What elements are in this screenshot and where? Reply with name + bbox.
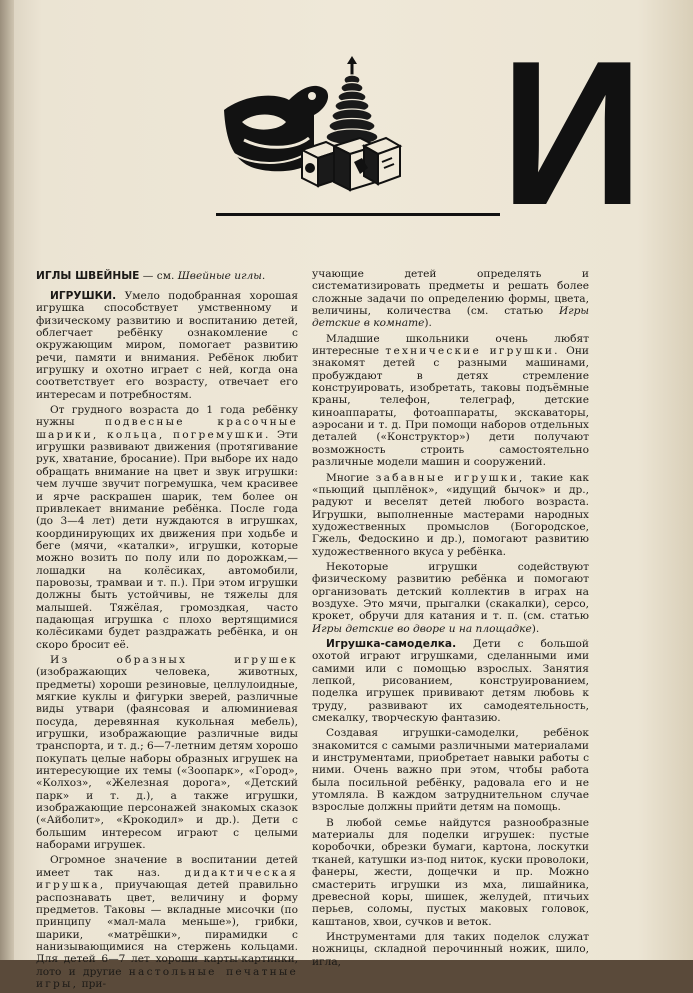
entry-igly-shveinye [36, 270, 298, 282]
section-initial-letter: И [500, 18, 644, 249]
page-fold-shadow [0, 0, 14, 960]
paragraph: Инструментами для таких поделок служат ножницы, складной перочинный ножик, шило, игла, [312, 930, 589, 968]
paragraph: Игрушка-самоделка. Дети с большой охотой играют игрушками, сделанными ими самими или с помощью взрослых. Занятия лепкой, рисованием, конструированием, поделка игрушек прививают детям любовь к труду, развивают их самодеятельность, смекалку, творческую фантазию. [312, 637, 589, 725]
paragraph: Младшие школьники очень любят интересные технические игрушки. Они знакомят детей с разными машинами, пробуждают в детях стремление конструировать, изобретать, таковы подъёмные краны, телефон, телеграф, детские киноаппараты, фотоаппараты, экскаваторы, аэросани и т. д. При помощи наборов отдельных деталей («Конструктор») дети получают возможность строить самостоятельно различные модели машин и сооружений. [312, 332, 589, 469]
paragraph: Создавая игрушки-самоделки, ребёнок знакомится с самыми различными материалами и инструментами, приобретает навыки работы с ними. Очень важно при этом, чтобы работа была посильной ребёнку, радовала его и не утомляла. В каждом затруднительном случае взрослые должны прийти детям на помощь. [312, 727, 589, 814]
header-rule [216, 213, 500, 216]
left-column [36, 290, 298, 993]
paragraph: ИГРУШКИ. Умело подобранная хорошая игрушка способствует умственному и физическому развитию и воспитанию детей, облегчает ребёнку ознакомление с окружающим миром, помогает развитию речи, памяти и внимания. Ребёнок любит игрушку и охотно играет с ней, когда она соответствует его возрасту, отвечает его интересам и потребностям. [36, 290, 298, 401]
subheading: Игрушка-самоделка. [326, 637, 457, 650]
cross-ref-dash: — см. [139, 270, 178, 282]
cross-ref-link[interactable]: Швейные иглы. [177, 270, 266, 282]
headword: ИГЛЫ ШВЕЙНЫЕ [36, 270, 140, 282]
paragraph: Из образных игрушек (изображающих человека, животных, предметы) хороши резиновые, целлулоидные, мягкие куклы и фигурки зверей, различные виды утвари (фаянсовая и алюминиевая посуда, деревянная кукольная мебель), игрушки, изображающие различные виды транспорта, и т. д.; 6—7-летним детям хорошо покупать целые наборы образных игрушек на интересующие их темы («Зоопарк», «Город», «Колхоз», «Железная дорога», «Детский парк» и т. д.), а также игрушки, изображающие персонажей знакомых сказок («Айболит», «Крокодил» и др.). Дети с большим интересом играют с целыми наборами игрушек. [36, 653, 298, 852]
paragraph: В любой семье найдутся разнообразные материалы для поделки игрушек: пустые коробочки, обрезки бумаги, картона, лоскутки тканей, катушки из-под ниток, куски проволоки, фанеры, жести, дощечки и пр. Можно смастерить игрушки из мха, лишайника, древесной коры, шишек, желудей, птичьих перьев, соломы, пустых маковых головок, каштанов, хвои, сучков и веток. [312, 816, 589, 928]
paragraph: учающие детей определять и систематизировать предметы и решать более сложные задачи по определению формы, цвета, величины, количества (см. статью Игры детские в комнате). [312, 268, 589, 330]
toys-illustration [214, 50, 404, 210]
paragraph: Некоторые игрушки содействуют физическому развитию ребёнка и помогают организовать детский коллектив в играх на воздухе. Это мячи, прыгалки (скакалки), серсо, крокет, обручи для катания и т. п. (см. статью Игры детские во дворе и на площадке). [312, 560, 589, 635]
paragraph: Огромное значение в воспитании детей имеет так наз. дидактическая игрушка, приучающая детей правильно распознавать цвет, величину и форму предметов. Таковы — вкладные мисочки (по принципу «мал-мала меньше»), грибки, шарики, «матрёшки», пирамидки с нанизывающимися на стержень кольцами. Для детей 6—7 лет хороши карты-картинки, лото и другие настольные печатные игры, при- [36, 854, 298, 990]
headword: ИГРУШКИ. [50, 290, 117, 302]
right-column [312, 268, 589, 971]
paragraph: От грудного возраста до 1 года ребёнку нужны подвесные красочные шарики, кольца, погремушки. Эти игрушки развивают движения (протягивание рук, хватание, бросание). При выборе их надо обращать внимание на цвет и звук игрушки: чем лучше звучит погремушка, чем красивее и ярче раскрашен шарик, тем более он привлекает внимание ребёнка. После года (до 3—4 лет) дети нуждаются в игрушках, координирующих их движения при ходьбе и беге (мячи, «каталки», игрушки, которые можно возить по полу или по дорожкам,— лошадки на колёсиках, автомобили, паровозы, трамваи и т. п.). При этом игрушки должны быть устойчивы, не тяжелы для малышей. Тяжёлая, громоздкая, часто падающая игрушка с плохо вертящимися колёсиками будет раздражать ребёнка, и он скоро бросит её. [36, 404, 299, 651]
cross-ref-link[interactable]: Игры детские во дворе и на площадке [312, 622, 532, 635]
cross-ref-link[interactable]: Игры детские в комнате [312, 305, 589, 330]
paragraph: Многие забавные игрушки, такие как «пьющий цыплёнок», «идущий бычок» и др., радуют и веселят детей любого возраста. Игрушки, выполненные мастерами народных художественных промыслов (Богородское, Гжель, Федоскино и др.), помогают развитию художественного вкуса у ребёнка. [312, 471, 589, 558]
